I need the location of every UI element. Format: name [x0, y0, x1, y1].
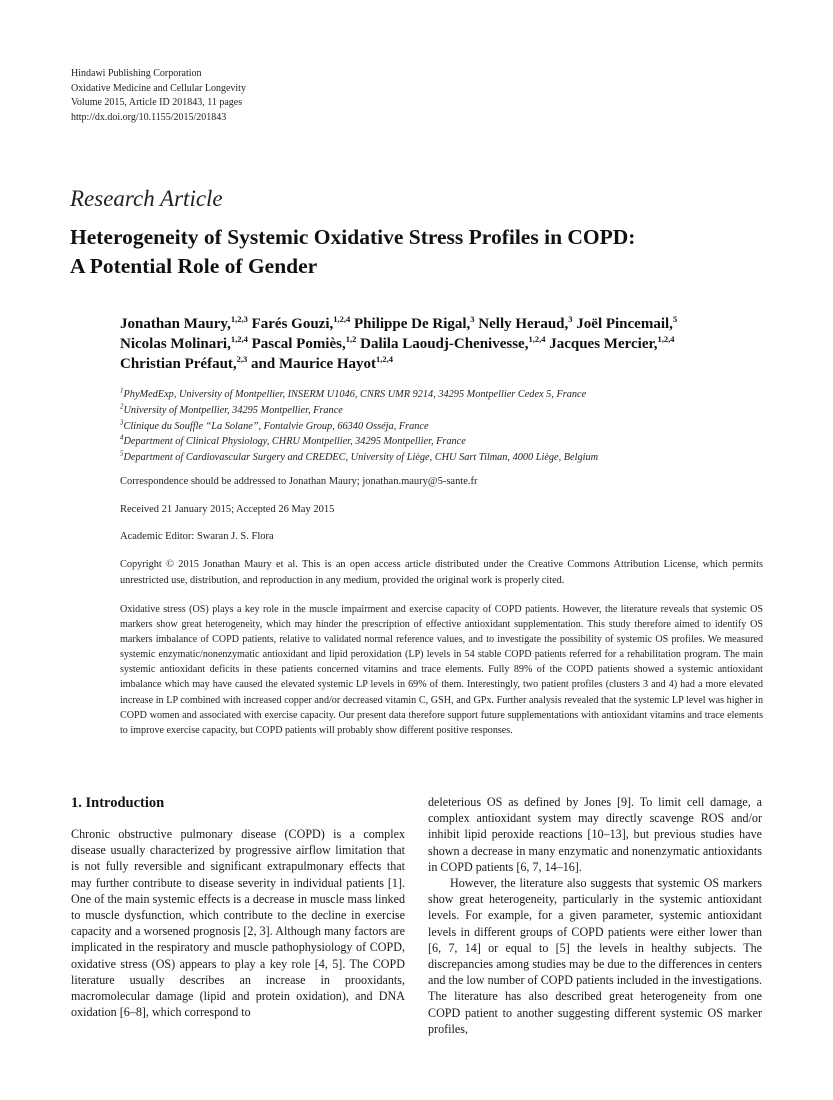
received-dates: Received 21 January 2015; Accepted 26 May 2015	[120, 504, 335, 515]
affiliation: $^2$University of Montpellier, 34295 Montpellier, France	[120, 402, 343, 416]
author-list	[120, 314, 780, 374]
author: and Maurice Hayot$^{1,2,4}$	[251, 354, 394, 372]
author: Joël Pincemail,$^5$	[576, 314, 678, 332]
paragraph: deleterious OS as defined by Jones [9]. To limit cell damage, a complex antioxidant system may directly scavenge ROS and/or inhibit lipid peroxide reactions [10–13], but previous studies have shown a decrease in many enzymatic and nonenzymatic antioxidants in COPD patients [6, 7, 14–16].	[428, 795, 762, 874]
affiliation: $^5$Department of Cardiovascular Surgery and CREDEC, University of Liège, CHU Sart Tilman, 4000 Liège, Belgium	[120, 449, 599, 464]
academic-editor: Academic Editor: Swaran J. S. Flora	[120, 531, 274, 542]
article-title	[70, 223, 770, 281]
author: Philippe De Rigal,$^3$	[354, 314, 475, 332]
author: Nelly Heraud,$^3$	[478, 314, 573, 332]
section-heading: 1. Introduction	[71, 795, 165, 811]
affiliations	[120, 387, 780, 466]
copyright-notice: Copyright © 2015 Jonathan Maury et al. This is an open access article distributed under the Creative Commons Attribution License, which permits unrestricted use, distribution, and reproduction in any medium, provided the original work is properly cited.	[120, 559, 763, 586]
publisher-line: Hindawi Publishing Corporation	[71, 68, 202, 79]
affiliation: $^3$Clinique du Souffle “La Solane”, Fontalvie Group, 66340 Osséja, France	[120, 418, 429, 432]
author: Farés Gouzi,$^{1,2,4}$	[251, 314, 351, 332]
title-line-1: Heterogeneity of Systemic Oxidative Stress Profiles in COPD:	[70, 225, 636, 249]
doi-link[interactable]: http://dx.doi.org/10.1155/2015/201843	[71, 111, 227, 123]
article-type: Research Article	[70, 186, 223, 211]
journal-name: Oxidative Medicine and Cellular Longevity	[71, 82, 246, 94]
paragraph: However, the literature also suggests that systemic OS markers show great heterogeneity, particularly in the systemic antioxidant levels. For example, for a given parameter, systemic antioxidant levels in different groups of COPD patients were either lower than [6, 7, 14] or equal to [5] the levels in healthy subjects. The discrepancies among studies may be due to the differences in centers and the low number of COPD patients included in the investigations. The literature has also described great heterogeneity from one COPD patient to another suggesting different systemic OS marker profiles,	[428, 876, 762, 1036]
author: Jonathan Maury,$^{1,2,3}$	[120, 314, 248, 332]
author: Dalila Laoudj-Chenivesse,$^{1,2,4}$	[360, 334, 546, 352]
title-line-2: A Potential Role of Gender	[70, 254, 318, 278]
author: Jacques Mercier,$^{1,2,4}$	[549, 334, 675, 352]
author: Nicolas Molinari,$^{1,2,4}$	[120, 334, 248, 352]
affiliation: $^4$Department of Clinical Physiology, CHRU Montpellier, 34295 Montpellier, France	[120, 433, 466, 448]
author: Pascal Pomiès,$^{1,2}$	[251, 334, 357, 352]
author: Christian Préfaut,$^{2,3}$	[120, 354, 248, 372]
paragraph: Chronic obstructive pulmonary disease (COPD) is a complex disease usually characterized by progressive airflow limitation that is not fully reversible and significant extrapulmonary effects that may further contribute to disease severity in individual patients [1]. One of the main systemic effects is a decrease in muscle mass linked to muscle dysfunction, which contribute to the decline in exercise capacity and a worsened prognosis [2, 3]. Although many factors are implicated in the respiratory and muscle pathophysiology of COPD, oxidative stress (OS) appears to play a key role [4, 5]. The COPD literature usually describes an increase in prooxidants, macromolecular damage (lipid and protein oxidation), and DNA oxidation [6–8], which correspond to	[71, 827, 405, 1020]
affiliation: $^1$PhyMedExp, University of Montpellier, INSERM U1046, CNRS UMR 9214, 34295 Montpellier Cedex 5, France	[120, 386, 587, 400]
correspondence-line: Correspondence should be addressed to Jonathan Maury; jonathan.maury@5-sante.fr	[120, 476, 478, 487]
volume-line: Volume 2015, Article ID 201843, 11 pages	[71, 97, 243, 108]
journal-header	[71, 67, 246, 125]
abstract: Oxidative stress (OS) plays a key role in the muscle impairment and exercise capacity of COPD patients. However, the literature reveals that systemic OS markers show great heterogeneity, which may hinder the prescription of effective antioxidant supplementation. This study therefore aimed to identify OS markers imbalance of COPD patients, relative to validated normal reference values, and to investigate the possibility of systemic OS profiles. We measured systemic enzymatic/nonenzymatic antioxidant and lipid peroxidation (LP) levels in 54 stable COPD patients referred for a rehabilitation program. The main systemic antioxidant deficits in these patients concerned vitamins and trace elements. Fully 89% of the COPD patients showed a systemic antioxidant imbalance which may have caused the elevated systemic LP levels in 69% of them. Interestingly, two patient profiles (clusters 3 and 4) had a more elevated increase in LP combined with increased copper and/or decreased vitamin C, GSH, and GPx. Further analysis revealed that the systemic LP level was higher in COPD women and associated with exercise capacity. Our present data therefore support future supplementations with antioxidant vitamins and trace elements to improve exercise capacity, but COPD patients will probably show different positive responses.	[120, 604, 763, 736]
right-column	[428, 794, 762, 1037]
left-column	[71, 826, 405, 1020]
